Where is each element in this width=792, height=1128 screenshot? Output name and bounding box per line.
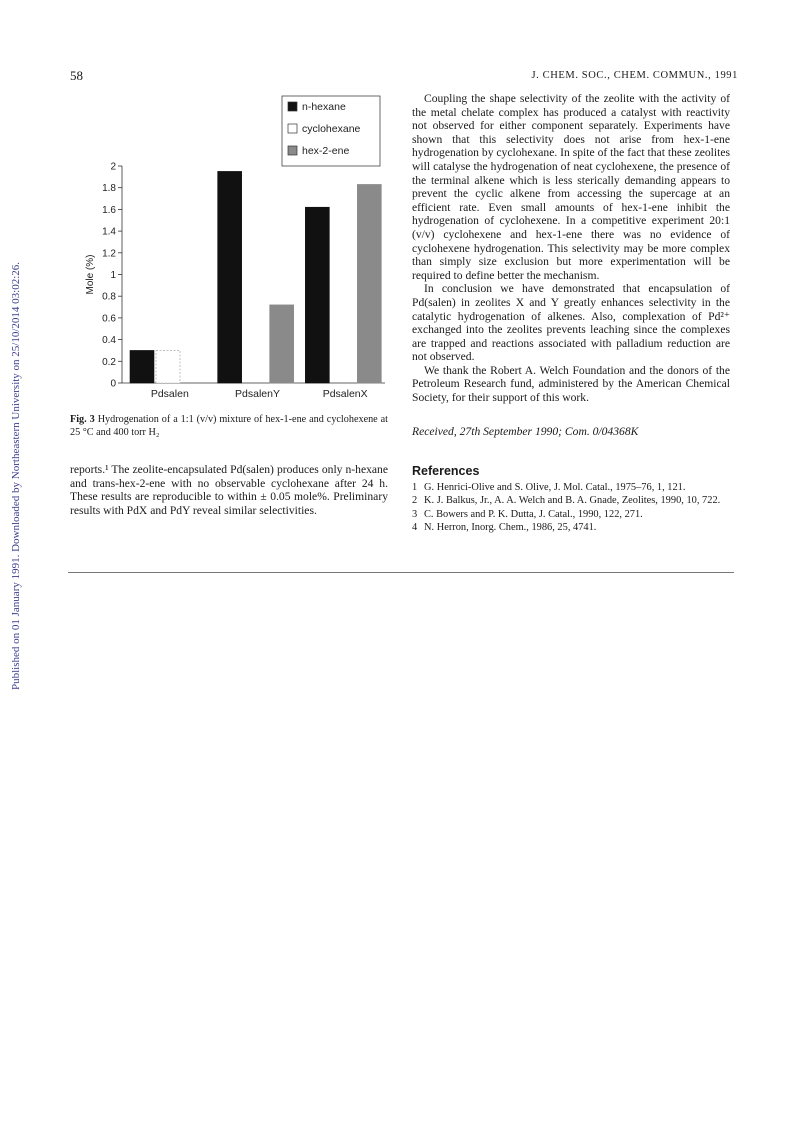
reference-text: K. J. Balkus, Jr., A. A. Welch and B. A. Gnade, Zeolites, 1990, 10, 722. bbox=[424, 495, 721, 507]
reference-number: 1 bbox=[412, 482, 418, 493]
reference-text: C. Bowers and P. K. Dutta, J. Catal., 1990, 122, 271. bbox=[424, 508, 643, 520]
y-tick-label: 0.2 bbox=[102, 356, 116, 368]
references-heading: References bbox=[412, 464, 480, 478]
download-notice: Published on 01 January 1991. Downloaded by Northeastern University on 25/10/2014 03:02:26. bbox=[10, 261, 22, 690]
chart-legend bbox=[282, 96, 380, 166]
reference-text: G. Henrici-Olive and S. Olive, J. Mol. Catal., 1975–76, 1, 121. bbox=[424, 482, 686, 493]
bar-n-hexane bbox=[305, 207, 329, 383]
body-paragraph-2: In conclusion we have demonstrated that encapsulation of Pd(salen) in zeolites X and Y greatly enhances selectivity in the catalytic hydrogenation of alkenes. Also, complexation of Pd²⁺ exchanged into the zeolites prevents leaching since the complexes are trapped and reactions associated with palladium reduction are not observed. bbox=[412, 282, 730, 364]
y-tick-label: 0 bbox=[110, 378, 116, 390]
reference-number: 2 bbox=[412, 495, 418, 507]
references-list bbox=[412, 482, 732, 536]
bar-n-hexane bbox=[130, 350, 154, 383]
legend-label: n-hexane bbox=[302, 101, 346, 113]
reference-item bbox=[412, 495, 732, 507]
legend-swatch bbox=[288, 146, 297, 155]
page-number: 58 bbox=[70, 68, 83, 83]
y-tick-label: 1.4 bbox=[102, 226, 116, 238]
reference-text: N. Herron, Inorg. Chem., 1986, 25, 4741. bbox=[424, 522, 597, 534]
legend-swatch bbox=[288, 102, 297, 111]
y-tick-label: 1 bbox=[110, 270, 116, 281]
legend-label: cyclohexane bbox=[302, 123, 361, 135]
y-tick-label: 1.6 bbox=[102, 204, 116, 216]
figure-caption bbox=[70, 414, 388, 439]
x-tick-label: Pdsalen bbox=[150, 388, 189, 400]
running-header: J. CHEM. SOC., CHEM. COMMUN., 1991 bbox=[531, 70, 738, 81]
y-tick-label: 1.2 bbox=[102, 248, 116, 260]
bar-chart bbox=[60, 90, 400, 410]
bar-hex-2-ene bbox=[270, 305, 294, 383]
bar-n-hexane bbox=[218, 171, 242, 383]
figure-caption-text: Hydrogenation of a 1:1 (v/v) mixture of hex-1-ene and cyclohexene at 25 °C and 400 torr H₂ bbox=[70, 414, 389, 438]
bar-cyclohexane bbox=[156, 350, 180, 383]
figure-label: Fig. 3 bbox=[70, 414, 95, 425]
y-tick-label: 0.4 bbox=[102, 335, 116, 347]
bottom-rule bbox=[68, 572, 734, 573]
left-column-body bbox=[70, 463, 388, 517]
bar-hex-2-ene bbox=[357, 184, 381, 383]
received-line: Received, 27th September 1990; Com. 0/04368K bbox=[412, 425, 639, 438]
chart-bars bbox=[130, 171, 381, 383]
y-tick-label: 0.6 bbox=[102, 313, 116, 325]
y-axis-label: Mole (%) bbox=[85, 254, 96, 295]
x-tick-label: PdsalenY bbox=[235, 388, 280, 400]
x-tick-label: PdsalenX bbox=[322, 388, 368, 400]
legend-label: hex-2-ene bbox=[302, 145, 350, 157]
y-tick-label: 1.8 bbox=[102, 183, 116, 195]
reference-number: 3 bbox=[412, 508, 418, 520]
left-paragraph: reports.¹ The zeolite-encapsulated Pd(salen) produces only n-hexane and trans-hex-2-ene with no observable cyclohexane after 24 h. These results are reproducible to within ± 0.05 mole%. Preliminary results with PdX and PdY reveal similar selectivities. bbox=[70, 463, 388, 517]
reference-item bbox=[412, 482, 732, 494]
body-paragraph-1: Coupling the shape selectivity of the zeolite with the activity of the metal chelate complex has produced a catalyst with reactivity not observed for either component separately. Experiments have shown that this selectivity does not arise from hex-1-ene hydrogenation by cyclohexane. In spite of the fact that these zeolites will catalyse the hydrogenation of neat cyclohexene, the presence of the terminal alkene which is less sterically demanding appears to prevent the cyclic alkene from accessing the supercage at an efficient rate. Even small amounts of hex-1-ene inhibit the hydrogenation of cyclohexene. In a competitive experiment 20:1 (v/v) cyclohexene and hex-1-ene there was no evidence of cyclohexene hydrogenation. This selectivity may be more complex than simply size exclusion but more experimentation will be required to define better the mechanism. bbox=[412, 92, 730, 282]
y-tick-label: 2 bbox=[110, 161, 116, 173]
reference-item bbox=[412, 522, 732, 534]
body-paragraph-3: We thank the Robert A. Welch Foundation and the donors of the Petroleum Research fund, administered by the American Chemical Society, for their support of this work. bbox=[412, 363, 730, 405]
reference-item bbox=[412, 509, 732, 521]
y-tick-label: 0.8 bbox=[102, 291, 116, 303]
right-column-body bbox=[412, 92, 730, 405]
reference-number: 4 bbox=[412, 522, 418, 534]
legend-swatch bbox=[288, 124, 297, 133]
